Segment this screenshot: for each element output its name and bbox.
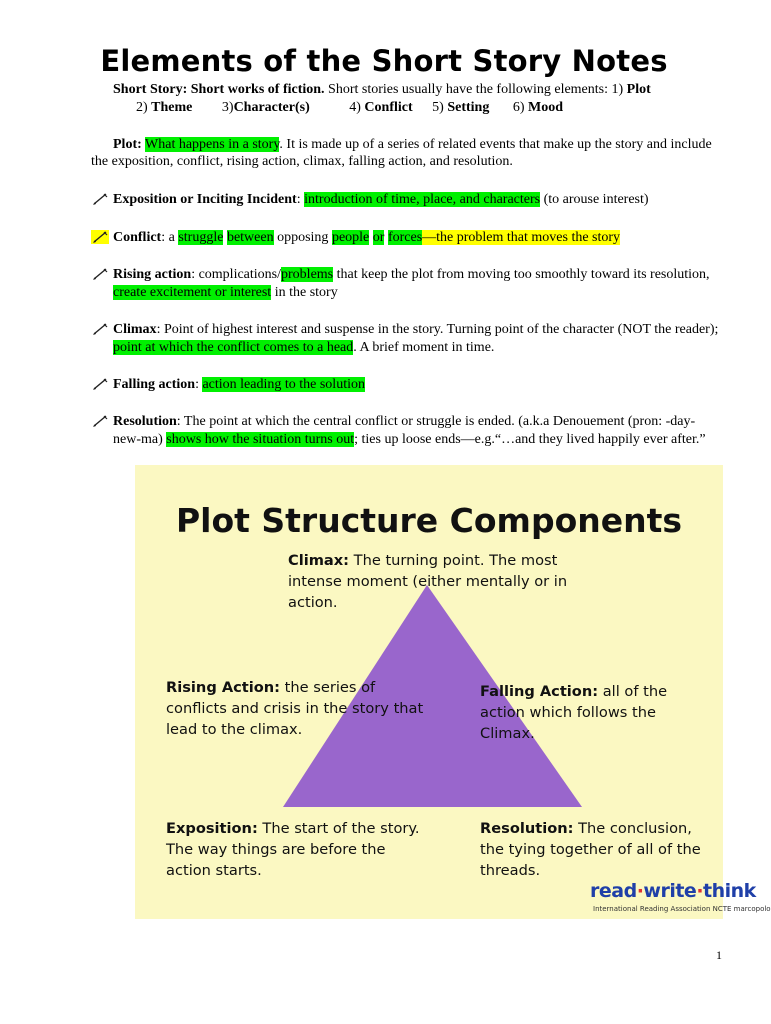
figure-exposition-label: Exposition: [166,820,258,837]
element-plot: Plot [626,82,651,97]
figure-resolution-caption [480,818,720,881]
climax-item [91,321,721,357]
rising-text-3: in the story [271,285,338,300]
element-num-3: 3) [221,100,234,115]
figure-title: Plot Structure Components [175,501,683,540]
element-conflict: Conflict [364,100,413,115]
conflict-hl-problem: —the problem that moves the story [422,230,621,245]
rising-hl-problems: problems [281,267,334,282]
figure-climax-caption [288,550,578,613]
element-num-4: 4) [349,100,365,115]
resolution-text-1: : The point at which the central conflict or struggle is ended. (a.k.a Denouement (pron: -day-new-ma) [113,414,696,447]
climax-text-1: : Point of highest interest and suspense in the story. Turning point of the character (NOT the reader); [156,322,719,337]
climax-term: Climax [113,322,157,337]
resolution-term: Resolution [113,414,177,429]
rising-text-2: that keep the plot from moving too smoothly toward its resolution, [333,267,710,282]
conflict-hl-or: or [372,230,385,245]
logo-sponsors: International Reading Association NCTE marcopolo [593,905,771,913]
figure-exposition-text: The start of the story. The way things are before the action starts. [166,820,420,879]
figure-rising-text: the series of conflicts and crisis in the story that lead to the climax. [166,679,424,738]
climax-highlight: point at which the conflict comes to a head [113,340,354,355]
falling-highlight: action leading to the solution [202,377,365,392]
conflict-hl-between: between [226,230,274,245]
conflict-hl-struggle: struggle [178,230,224,245]
conflict-text-1: : a [161,230,179,245]
readwritethink-logo: read·write·think [590,880,756,902]
exposition-colon: : [296,192,305,207]
element-mood: Mood [527,100,563,115]
conflict-term: Conflict [113,230,162,245]
conflict-hl-forces: forces [387,230,423,245]
pen-icon [91,266,109,282]
pen-icon [91,229,109,245]
rising-hl-excitement: create excitement or interest [113,285,272,300]
figure-exposition-caption [166,818,426,881]
resolution-highlight: shows how the situation turns out [166,432,355,447]
figure-climax-label: Climax: [288,552,350,569]
rising-action-item [91,266,721,302]
figure-climax-text: The turning point. The most intense moment (either mentally or in action. [288,552,568,611]
exposition-highlight: introduction of time, place, and characters [304,192,541,207]
logo-write: write [643,880,697,902]
pen-icon [91,321,109,337]
rising-term: Rising action [113,267,192,282]
pen-icon [91,191,109,207]
exposition-term: Exposition or Inciting Incident [113,192,297,207]
plot-structure-figure [135,465,771,919]
plot-paragraph [91,136,721,170]
figure-rising-caption [166,677,426,740]
resolution-item [91,413,721,449]
element-num-2: 2) [136,100,152,115]
conflict-item [91,229,721,247]
short-story-definition-label: Short Story: Short works of fiction. [113,82,325,97]
conflict-text-2: opposing [273,230,332,245]
element-theme: Theme [151,100,193,115]
logo-read: read [590,880,637,902]
falling-term: Falling action [113,377,196,392]
element-setting: Setting [447,100,490,115]
resolution-text-2: ; ties up loose ends—e.g.“…and they lived happily ever after.” [354,432,706,447]
element-num-6: 6) [512,100,528,115]
intro-line-2 [136,100,563,116]
element-num-5: 5) [432,100,448,115]
page-number: 1 [716,948,722,962]
short-story-definition-text: Short stories usually have the following elements: 1) [324,82,627,97]
figure-falling-caption [480,681,710,744]
figure-rising-label: Rising Action: [166,679,281,696]
exposition-item [91,191,721,209]
plot-label: Plot: [113,137,142,152]
climax-text-2: . A brief moment in time. [353,340,495,355]
logo-think: think [703,880,756,902]
pen-icon [91,413,109,429]
figure-falling-label: Falling Action: [480,683,599,700]
page-title: Elements of the Short Story Notes [100,44,668,78]
rising-text-1: : complications/ [191,267,282,282]
falling-action-item [91,376,721,394]
intro-line-1 [113,82,651,98]
element-characters: Character(s) [233,100,310,115]
plot-highlight: What happens in a story [145,137,280,152]
falling-colon: : [195,377,203,392]
conflict-hl-people: people [331,230,370,245]
plot-text: . It is made up of a series of related events that make up the story and include the exposition, conflict, rising action, climax, falling action, and resolution. [91,137,712,169]
figure-resolution-text: The conclusion, the tying together of all of the threads. [480,820,701,879]
pen-icon [91,376,109,392]
figure-falling-text: all of the action which follows the Climax. [480,683,668,742]
figure-resolution-label: Resolution: [480,820,574,837]
exposition-text: (to arouse interest) [540,192,649,207]
